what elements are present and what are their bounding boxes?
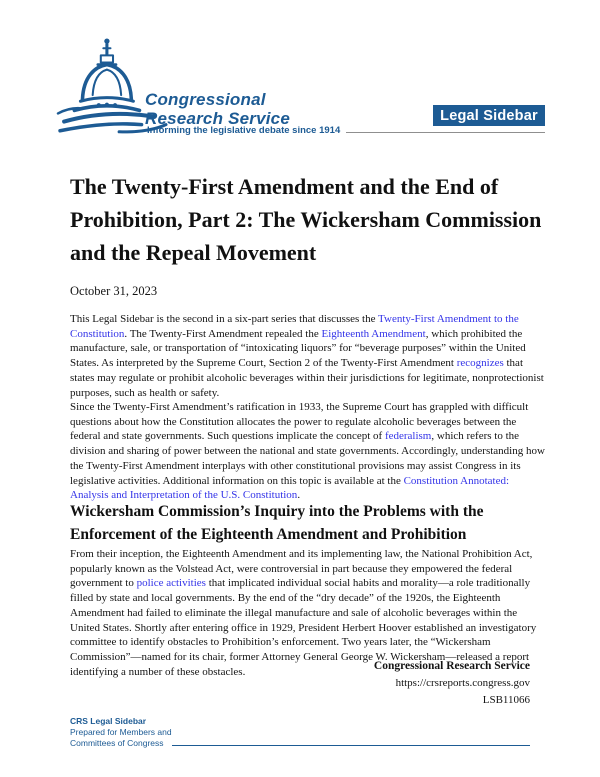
inline-link[interactable]: Constitution Annotated: Analysis and Interpretation of the U.S. Constitution [70, 474, 510, 502]
footer-url[interactable]: https://crsreports.congress.gov [395, 677, 530, 689]
document-title: The Twenty-First Amendment and the End of Prohibition, Part 2: The Wickersham Commission and the Repeal Movement [70, 174, 542, 265]
text-run: . [297, 489, 301, 502]
inline-link[interactable]: Eighteenth Amendment [321, 327, 426, 340]
footer-report-id: LSB11066 [482, 694, 530, 706]
document-date: October 31, 2023 [70, 284, 158, 298]
footer-org-name: Congressional Research Service [373, 660, 530, 672]
footer-left-line3: Committees of Congress [70, 738, 164, 748]
header-tagline-row [147, 125, 545, 136]
inline-link[interactable]: Twenty-First Amendment to the Constitution [70, 313, 519, 340]
crs-wordmark [145, 90, 290, 128]
crs-wordmark-line1: Congressional [145, 90, 266, 109]
legal-sidebar-badge: Legal Sidebar [433, 105, 545, 126]
text-run: that states may regulate or prohibit alcoholic beverages within their jurisdictions for legitimate, nonprotectionist purposes, such as health or safety. [70, 357, 544, 399]
text-run: that implicated individual social habits and morality—a role traditionally filled by state and local governments. By the end of the “dry decade” of the 1920s, the Eighteenth Amendment had failed to eliminate the illegal manufacture and sale of alcoholic beverages within the United States. Shortly after entering office in 1929, President Herbert Hoover established an investigatory committee to identify obstacles to Prohibition’s enforcement. Two years later, the “Wickersham Commission”—named for its chair, former Attorney General George W. Wickersham—released a report identifying a number of these obstacles. [70, 577, 537, 678]
text-run: Since the Twenty-First Amendment’s ratification in 1933, the Supreme Court has grappled with difficult questions about how the Constitution allocates the power to regulate alcoholic beverages between the federal and state governments. Such questions implicate the concept of [70, 401, 529, 443]
paragraph-intro-2 [70, 400, 547, 503]
crs-tagline: Informing the legislative debate since 1914 [147, 125, 341, 136]
text-run: . The Twenty-First Amendment repealed the [124, 327, 322, 340]
footer-right [70, 659, 530, 709]
footer-left-line2: Prepared for Members and [70, 727, 172, 737]
inline-link[interactable]: federalism [384, 430, 432, 443]
text-run: This Legal Sidebar is the second in a six-part series that discusses the [70, 313, 379, 325]
text-run: , which prohibited the manufacture, sale, or transportation of “intoxicating liquors” for “beverage purposes” within the United States. As interpreted by the Supreme Court, Section 2 of the Twenty-First Amendment [70, 327, 526, 370]
text-run: From their inception, the Eighteenth Amendment and its implementing law, the National Prohibition Act, popularly known as the Volstead Act, were controversial in part because they empowered the federal government to [70, 548, 533, 590]
inline-link[interactable]: recognizes [456, 357, 504, 370]
crs-wordmark-line2: Research Service [145, 109, 290, 128]
footer-rule [172, 745, 530, 746]
section-heading: Wickersham Commission’s Inquiry into the Problems with the Enforcement of the Eighteenth Amendment and Prohibition [70, 503, 484, 543]
footer-left-title: CRS Legal Sidebar [70, 716, 147, 726]
footer-left-row [70, 738, 530, 749]
footer-left [70, 716, 530, 749]
inline-link[interactable]: police activities [136, 577, 206, 590]
text-run: , which refers to the division and sharing of power between the national and state governments. Accordingly, understanding how the Twenty-First Amendment interplays with other constitutional provisions may assist Congress in its legislative activities. Additional information on this topic is available at the [70, 430, 545, 487]
header-rule [346, 132, 545, 133]
paragraph-intro-1 [70, 312, 547, 400]
